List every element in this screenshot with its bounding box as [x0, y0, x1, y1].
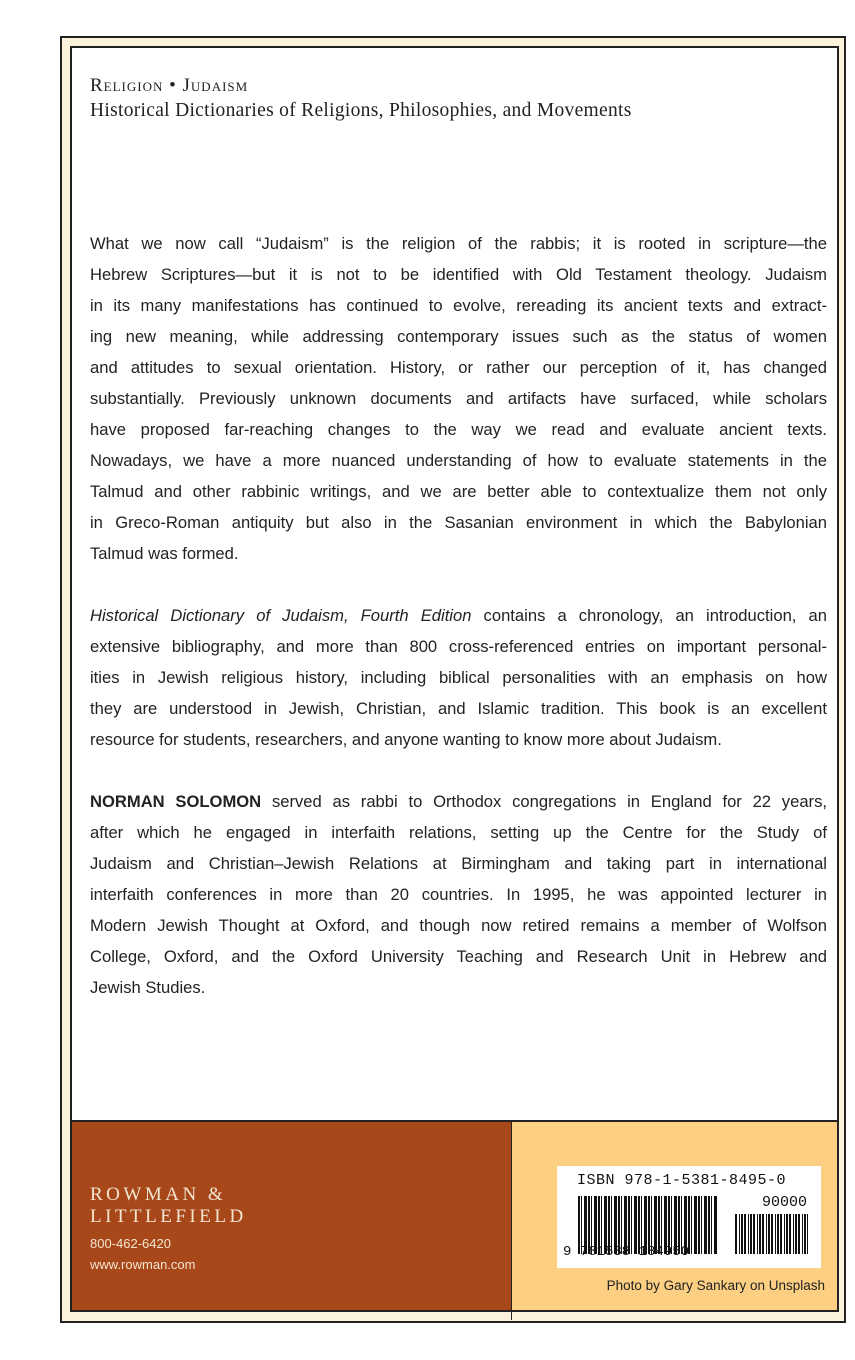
text-line: Hebrew Scriptures—but it is not to be identified with Old Testament theology. Judaism — [90, 265, 827, 284]
category-label: Religion • Judaism — [90, 75, 249, 96]
text-line: after which he engaged in interfaith relations, setting up the Centre for the Study of — [90, 823, 827, 842]
text-line: What we now call “Judaism” is the religion of the rabbis; it is rooted in scripture—the — [90, 234, 827, 253]
price-code: 90000 — [761, 1194, 807, 1211]
text-line — [90, 786, 827, 817]
description-text — [90, 228, 827, 1034]
book-title: Historical Dictionary of Judaism, Fourth Edition — [90, 606, 472, 625]
isbn-barcode — [557, 1166, 821, 1268]
price-barcode-bars — [735, 1214, 808, 1254]
text-fragment: served as rabbi to Orthodox congregations in England for 22 years, — [261, 792, 827, 811]
text-line: extensive bibliography, and more than 800 cross-referenced entries on important personal- — [90, 637, 827, 656]
text-line: College, Oxford, and the Oxford University Teaching and Research Unit in Hebrew and — [90, 947, 827, 966]
text-line: Talmud was formed. — [90, 544, 239, 563]
photo-credit: Photo by Gary Sankary on Unsplash — [606, 1278, 825, 1293]
publisher-phone: 800-462-6420 — [90, 1236, 171, 1251]
text-line: in Greco-Roman antiquity but also in the Sasanian environment in which the Babylonian — [90, 513, 827, 532]
isbn-text: ISBN 978-1-5381-8495-0 — [577, 1172, 787, 1189]
publisher-name-2: LITTLEFIELD — [90, 1206, 247, 1227]
series-title: Historical Dictionaries of Religions, Philosophies, and Movements — [90, 100, 632, 121]
paragraph-book — [90, 600, 827, 755]
text-line: have proposed far-reaching changes to the way we read and evaluate ancient texts. — [90, 420, 827, 439]
paragraph-author — [90, 786, 827, 1003]
paragraph-intro — [90, 228, 827, 569]
publisher-url: www.rowman.com — [90, 1257, 196, 1272]
text-line: Nowadays, we have a more nuanced understanding of how to evaluate statements in the — [90, 451, 827, 470]
text-line: substantially. Previously unknown documents and artifacts have surfaced, while scholars — [90, 389, 827, 408]
publisher-name-1: ROWMAN & — [90, 1184, 227, 1205]
barcode-panel — [511, 1120, 839, 1312]
publisher-panel — [70, 1120, 514, 1312]
text-line: Judaism and Christian–Jewish Relations at Birmingham and taking part in international — [90, 854, 827, 873]
text-line: they are understood in Jewish, Christian, and Islamic tradition. This book is an excellent — [90, 699, 827, 718]
text-line: ing new meaning, while addressing contemporary issues such as the status of women — [90, 327, 827, 346]
text-fragment: contains a chronology, an introduction, an — [471, 606, 827, 625]
text-line: in its many manifestations has continued to evolve, rereading its ancient texts and extract- — [90, 296, 827, 315]
barcode-digits: 9 781538 184950 — [563, 1244, 690, 1260]
text-line: Jewish Studies. — [90, 978, 206, 997]
text-line: ities in Jewish religious history, including biblical personalities with an emphasis on how — [90, 668, 827, 687]
text-line — [90, 600, 827, 631]
text-line: and attitudes to sexual orientation. History, or rather our perception of it, has changed — [90, 358, 827, 377]
text-line: interfaith conferences in more than 20 countries. In 1995, he was appointed lecturer in — [90, 885, 827, 904]
cover-header — [70, 46, 839, 145]
divider — [511, 1310, 512, 1320]
publisher-logo — [90, 1184, 247, 1228]
description-panel — [70, 141, 839, 1120]
author-name: NORMAN SOLOMON — [90, 792, 262, 811]
text-line: Modern Jewish Thought at Oxford, and though now retired remains a member of Wolfson — [90, 916, 827, 935]
text-line: resource for students, researchers, and anyone wanting to know more about Judaism. — [90, 730, 722, 749]
text-line: Talmud and other rabbinic writings, and we are better able to contextualize them not only — [90, 482, 827, 501]
